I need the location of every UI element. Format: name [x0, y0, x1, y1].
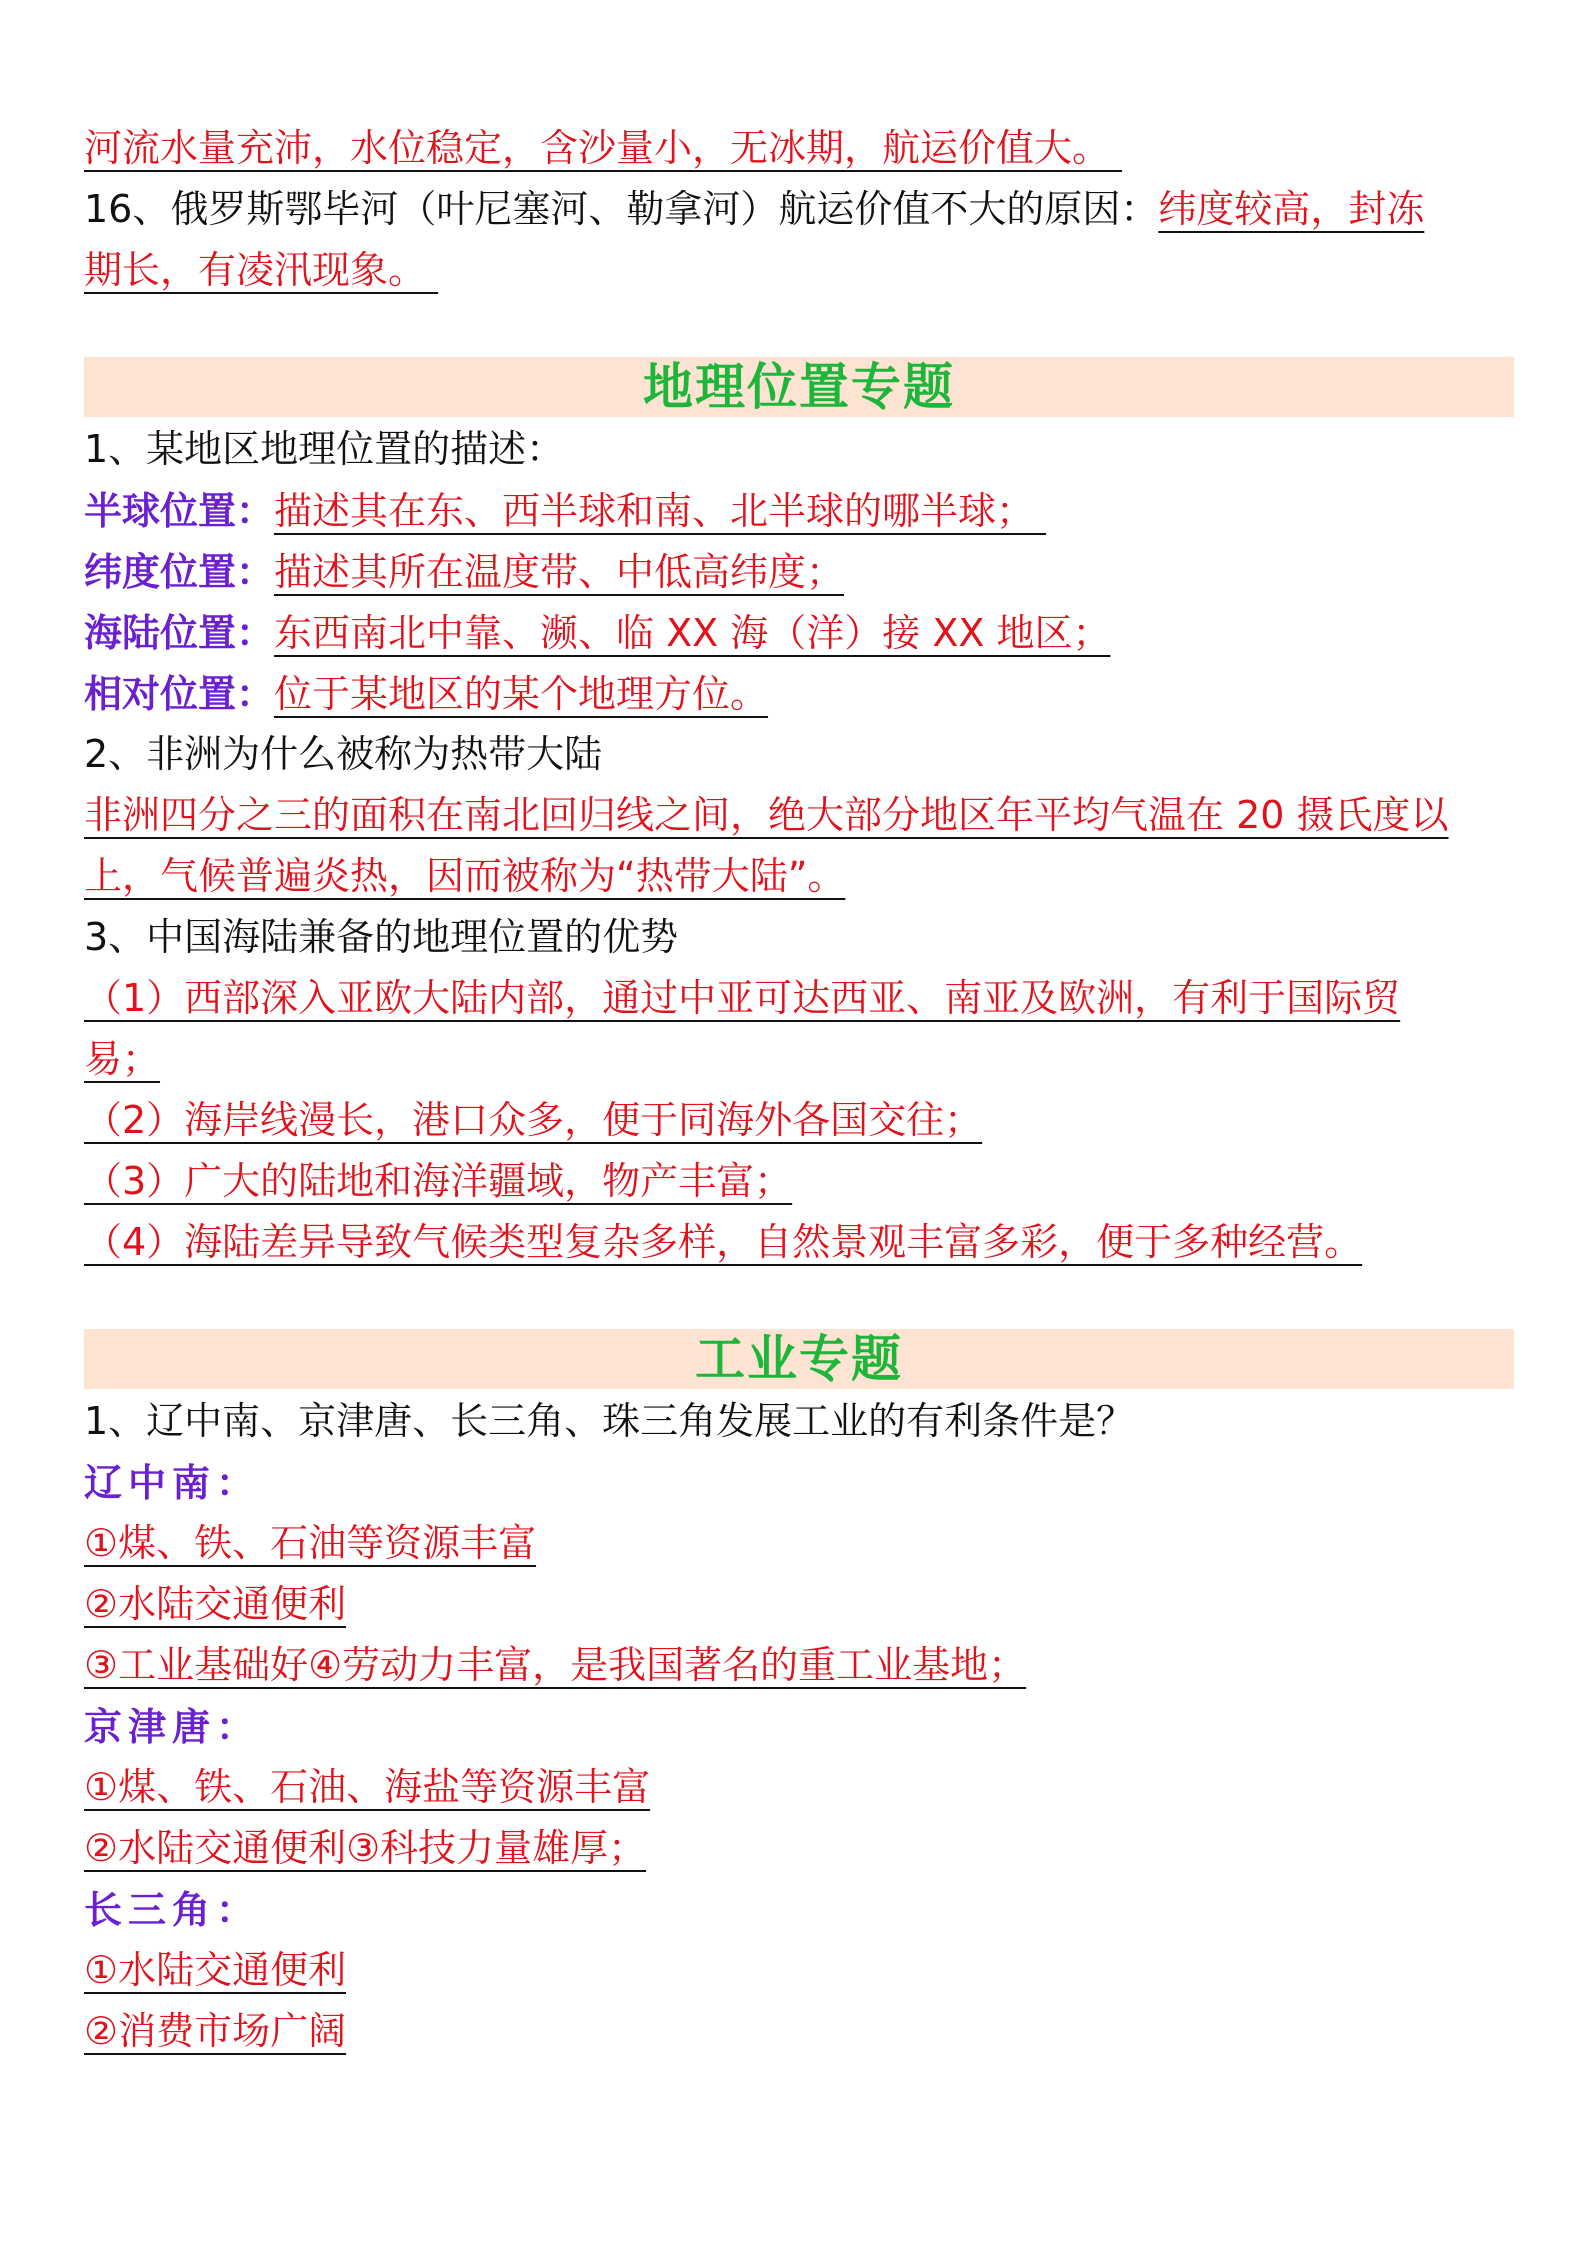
location-item	[84, 663, 1514, 724]
underline-pad	[426, 240, 534, 301]
section-banner-industry	[84, 1329, 1514, 1389]
section-title: 地理位置专题	[643, 357, 955, 416]
item-text: 位于某地区的某个地理方位。	[274, 672, 769, 716]
question-text: 16、俄罗斯鄂毕河（叶尼塞河、勒拿河）航运价值不大的原因：	[84, 187, 1159, 231]
condition-text: ①煤、铁、石油等资源丰富	[84, 1521, 537, 1565]
answer-text: 纬度较高，封冻	[1158, 187, 1425, 231]
location-item	[84, 541, 1514, 602]
condition-text: ②消费市场广阔	[84, 2009, 347, 2053]
question-3	[84, 907, 1514, 968]
section-title: 工业专题	[695, 1329, 903, 1388]
question-text: 3、中国海陆兼备的地理位置的优势	[84, 915, 679, 959]
answer-text: 河流水量充沛，水位稳定，含沙量小，无冰期，航运价值大。	[84, 126, 1111, 170]
answer-line	[84, 968, 1514, 1029]
item-label: 相对位置：	[84, 671, 275, 716]
answer-text: （1）西部深入亚欧大陆内部，通过中亚可达西亚、南亚及欧洲，有利于国际贸	[84, 976, 1401, 1020]
condition-text: ①水陆交通便利	[84, 1948, 347, 1992]
answer-line	[84, 240, 1514, 301]
section-banner-location	[84, 357, 1514, 417]
region-label: 辽中南：	[84, 1460, 261, 1505]
answer-text: （2）海岸线漫长，港口众多，便于同海外各国交往；	[84, 1098, 983, 1142]
condition-line	[84, 1757, 1514, 1818]
condition-line	[84, 1635, 1514, 1696]
question-1	[84, 1391, 1514, 1452]
answer-text: （3）广大的陆地和海洋疆域，物产丰富；	[84, 1159, 793, 1203]
document-content	[84, 118, 1514, 2062]
condition-line	[84, 1818, 1514, 1879]
question-1	[84, 419, 1514, 480]
answer-line	[84, 1212, 1514, 1273]
answer-text: 非洲四分之三的面积在南北回归线之间，绝大部分地区年平均气温在 20 摄氏度以	[84, 793, 1449, 837]
region-label-line	[84, 1879, 1514, 1940]
answer-text: 上，气候普遍炎热，因而被称为“热带大陆”。	[84, 854, 846, 898]
item-label: 纬度位置：	[84, 549, 275, 594]
answer-text: 易；	[84, 1037, 161, 1081]
underline-pad	[1110, 118, 1130, 179]
region-label-line	[84, 1696, 1514, 1757]
underline-pad	[1034, 481, 1058, 542]
answer-line	[84, 1090, 1514, 1151]
question-text: 1、辽中南、京津唐、长三角、珠三角发展工业的有利条件是？	[84, 1399, 1135, 1443]
answer-line	[84, 1151, 1514, 1212]
region-label: 京津唐：	[84, 1704, 261, 1749]
region-label: 长三角：	[84, 1887, 261, 1932]
item-label: 半球位置：	[84, 488, 275, 533]
question-2	[84, 724, 1514, 785]
question-text: 1、某地区地理位置的描述：	[84, 427, 565, 471]
condition-text: ②水陆交通便利③科技力量雄厚；	[84, 1826, 647, 1870]
item-text: 描述其所在温度带、中低高纬度；	[274, 550, 845, 594]
condition-text: ①煤、铁、石油、海盐等资源丰富	[84, 1765, 651, 1809]
region-label-line	[84, 1452, 1514, 1513]
condition-line	[84, 1513, 1514, 1574]
question-text: 2、非洲为什么被称为热带大陆	[84, 732, 603, 776]
item-text: 描述其在东、西半球和南、北半球的哪半球；	[274, 489, 1035, 533]
location-item	[84, 480, 1514, 541]
answer-text: 期长，有凌汛现象。	[84, 248, 427, 292]
answer-line	[84, 1029, 1514, 1090]
answer-line	[84, 118, 1514, 179]
condition-line	[84, 2001, 1514, 2062]
condition-line	[84, 1940, 1514, 2001]
item-label: 海陆位置：	[84, 610, 275, 655]
condition-text: ②水陆交通便利	[84, 1582, 347, 1626]
answer-text: （4）海陆差异导致气候类型复杂多样，自然景观丰富多彩，便于多种经营。	[84, 1220, 1363, 1264]
condition-text: ③工业基础好④劳动力丰富，是我国著名的重工业基地；	[84, 1643, 1027, 1687]
location-item	[84, 602, 1514, 663]
condition-line	[84, 1574, 1514, 1635]
answer-line	[84, 785, 1514, 846]
answer-line	[84, 846, 1514, 907]
item-text: 东西南北中靠、濒、临 XX 海（洋）接 XX 地区；	[274, 611, 1111, 655]
question-16	[84, 179, 1514, 240]
